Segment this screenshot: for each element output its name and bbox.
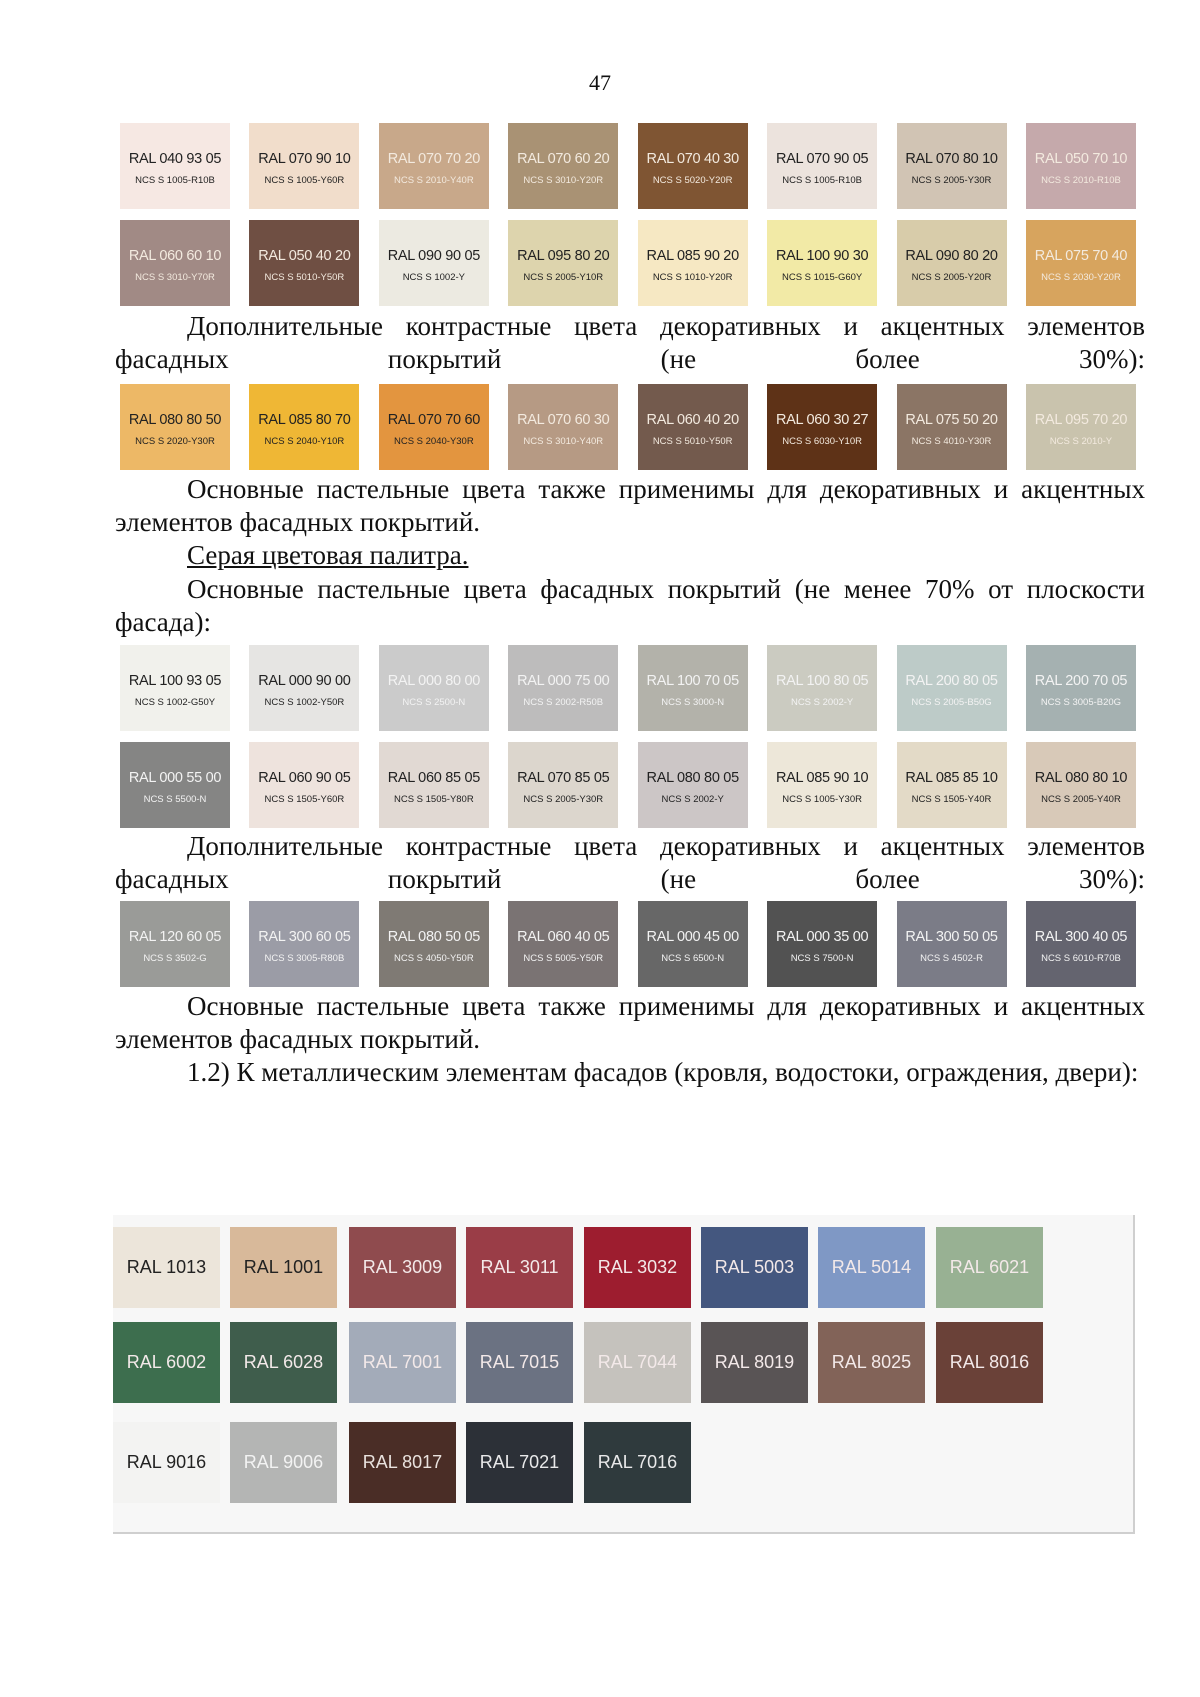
color-swatch — [1026, 901, 1136, 987]
metal-color-swatch: RAL 5003 — [701, 1227, 808, 1308]
metal-color-swatch: RAL 9006 — [230, 1422, 337, 1503]
color-swatch — [897, 901, 1007, 987]
color-swatch — [508, 901, 618, 987]
ncs-code: NCS S 2040-Y10R — [264, 435, 345, 447]
metal-color-swatch: RAL 7016 — [584, 1422, 691, 1503]
ral-code: RAL 100 90 30 — [775, 247, 869, 264]
ncs-code: NCS S 7500-N — [790, 952, 854, 964]
ncs-code: NCS S 2030-Y20R — [1041, 271, 1121, 283]
color-swatch — [638, 123, 748, 209]
paragraph-text: Дополнительные контрастные цвета декоративных и акцентных элементов фасадных покрытий (не более 30%): — [115, 311, 1145, 374]
color-swatch — [508, 123, 618, 209]
ncs-code: NCS S 2500-N — [402, 696, 466, 708]
ral-code: RAL 050 70 10 — [1034, 150, 1128, 167]
color-swatch — [1026, 384, 1136, 470]
paragraph — [115, 573, 1145, 639]
ral-code: RAL 080 80 50 — [128, 411, 222, 428]
ral-code: RAL 000 45 00 — [646, 928, 739, 945]
swatch-row — [120, 220, 1136, 306]
ncs-code: NCS S 5010-Y50R — [264, 271, 345, 283]
paragraph — [115, 1056, 1145, 1089]
ncs-code: NCS S 2002-Y — [790, 696, 854, 708]
metal-color-swatch: RAL 3009 — [349, 1227, 456, 1308]
ral-code: RAL 060 40 20 — [646, 411, 739, 428]
ral-code: RAL 095 70 20 — [1034, 411, 1128, 428]
ral-code: RAL 070 60 20 — [517, 150, 610, 167]
color-swatch — [897, 645, 1007, 731]
ncs-code: NCS S 2040-Y30R — [393, 435, 474, 447]
color-swatch — [508, 742, 618, 828]
ncs-code: NCS S 2002-R50B — [523, 696, 604, 708]
ncs-code: NCS S 1002-Y50R — [264, 696, 345, 708]
color-swatch — [249, 123, 359, 209]
color-swatch — [638, 384, 748, 470]
color-swatch — [767, 220, 877, 306]
metal-swatch-panel — [113, 1215, 1135, 1534]
ncs-code: NCS S 1505-Y40R — [911, 793, 992, 805]
section-heading-text: Серая цветовая палитра. — [187, 540, 469, 570]
color-swatch — [638, 742, 748, 828]
ncs-code: NCS S 6500-N — [661, 952, 725, 964]
ral-code: RAL 100 80 05 — [775, 672, 869, 689]
color-swatch — [638, 901, 748, 987]
paragraph — [115, 990, 1145, 1056]
ral-code: RAL 085 85 10 — [905, 769, 998, 786]
ncs-code: NCS S 2005-Y30R — [911, 174, 992, 186]
color-swatch — [120, 901, 230, 987]
ncs-code: NCS S 3010-Y20R — [523, 174, 604, 186]
color-swatch — [1026, 220, 1136, 306]
ncs-code: NCS S 3010-Y70R — [135, 271, 215, 283]
color-swatch — [249, 220, 359, 306]
color-swatch — [638, 220, 748, 306]
color-swatch — [897, 384, 1007, 470]
swatch-row — [120, 123, 1136, 209]
ral-code: RAL 070 85 05 — [517, 769, 610, 786]
ncs-code: NCS S 3000-N — [661, 696, 725, 708]
ral-code: RAL 000 35 00 — [775, 928, 869, 945]
ncs-code: NCS S 5500-N — [143, 793, 207, 805]
ral-code: RAL 100 93 05 — [128, 672, 222, 689]
color-swatch — [379, 645, 489, 731]
ncs-code: NCS S 1005-Y60R — [264, 174, 345, 186]
ral-code: RAL 090 90 05 — [387, 247, 480, 264]
ral-code: RAL 040 93 05 — [128, 150, 222, 167]
swatch-row — [120, 645, 1136, 731]
ral-code: RAL 060 85 05 — [387, 769, 480, 786]
color-swatch — [379, 742, 489, 828]
ncs-code: NCS S 2010-R10B — [1041, 174, 1121, 186]
metal-color-swatch: RAL 3032 — [584, 1227, 691, 1308]
metal-color-swatch: RAL 7015 — [466, 1322, 573, 1403]
ral-code: RAL 070 70 20 — [387, 150, 480, 167]
color-swatch — [897, 123, 1007, 209]
paragraph-text: Основные пастельные цвета также применимы для декоративных и акцентных элементов фасадных покрытий. — [115, 991, 1145, 1054]
color-swatch — [767, 645, 877, 731]
ncs-code: NCS S 1505-Y80R — [393, 793, 474, 805]
metal-color-swatch: RAL 8017 — [349, 1422, 456, 1503]
ncs-code: NCS S 2005-B50G — [911, 696, 992, 708]
ncs-code: NCS S 4050-Y50R — [393, 952, 474, 964]
metal-color-swatch: RAL 3011 — [466, 1227, 573, 1308]
ncs-code: NCS S 3005-R80B — [264, 952, 345, 964]
metal-color-swatch: RAL 7021 — [466, 1422, 573, 1503]
paragraph-text: 1.2) К металлическим элементам фасадов (кровля, водостоки, ограждения, двери): — [187, 1057, 1139, 1087]
color-swatch — [249, 384, 359, 470]
ral-code: RAL 120 60 05 — [128, 928, 222, 945]
ral-code: RAL 070 90 05 — [775, 150, 869, 167]
ral-code: RAL 060 30 27 — [775, 411, 869, 428]
metal-color-swatch: RAL 6021 — [936, 1227, 1043, 1308]
ncs-code: NCS S 5020-Y20R — [652, 174, 733, 186]
metal-color-swatch: RAL 8025 — [818, 1322, 925, 1403]
paragraph-text: Основные пастельные цвета также применимы для декоративных и акцентных элементов фасадных покрытий. — [115, 474, 1145, 537]
ral-code: RAL 090 80 20 — [905, 247, 998, 264]
section-heading — [115, 539, 1145, 572]
color-swatch — [120, 123, 230, 209]
ral-code: RAL 085 90 10 — [775, 769, 869, 786]
ral-code: RAL 070 60 30 — [517, 411, 610, 428]
metal-color-swatch: RAL 6028 — [230, 1322, 337, 1403]
ncs-code: NCS S 2010-Y — [1049, 435, 1113, 447]
ral-code: RAL 095 80 20 — [517, 247, 610, 264]
ncs-code: NCS S 5005-Y50R — [523, 952, 604, 964]
ral-code: RAL 060 40 05 — [517, 928, 610, 945]
ral-code: RAL 075 70 40 — [1034, 247, 1128, 264]
metal-color-swatch: RAL 1001 — [230, 1227, 337, 1308]
ncs-code: NCS S 2020-Y30R — [135, 435, 215, 447]
color-swatch — [379, 384, 489, 470]
ral-code: RAL 075 50 20 — [905, 411, 998, 428]
ral-code: RAL 200 80 05 — [905, 672, 998, 689]
color-swatch — [120, 742, 230, 828]
ncs-code: NCS S 1005-R10B — [782, 174, 862, 186]
color-swatch — [120, 220, 230, 306]
ncs-code: NCS S 6030-Y10R — [782, 435, 862, 447]
ral-code: RAL 080 80 10 — [1034, 769, 1128, 786]
ncs-code: NCS S 2002-Y — [661, 793, 724, 805]
color-swatch — [1026, 123, 1136, 209]
color-swatch — [120, 384, 230, 470]
metal-color-swatch: RAL 7001 — [349, 1322, 456, 1403]
ncs-code: NCS S 3005-B20G — [1040, 696, 1122, 708]
ncs-code: NCS S 2010-Y40R — [393, 174, 474, 186]
metal-color-swatch: RAL 5014 — [818, 1227, 925, 1308]
color-swatch — [379, 123, 489, 209]
ral-code: RAL 200 70 05 — [1034, 672, 1128, 689]
ncs-code: NCS S 1010-Y20R — [652, 271, 733, 283]
metal-color-swatch: RAL 9016 — [113, 1422, 220, 1503]
ncs-code: NCS S 3502-G — [143, 952, 207, 964]
ral-code: RAL 060 60 10 — [128, 247, 222, 264]
ral-code: RAL 070 90 10 — [258, 150, 351, 167]
paragraph — [115, 473, 1145, 539]
color-swatch — [638, 645, 748, 731]
ncs-code: NCS S 4502-R — [920, 952, 983, 964]
page-number: 47 — [589, 70, 611, 95]
ncs-code: NCS S 5010-Y50R — [652, 435, 733, 447]
ncs-code: NCS S 4010-Y30R — [911, 435, 992, 447]
swatch-row — [120, 742, 1136, 828]
color-swatch — [249, 901, 359, 987]
ral-code: RAL 050 40 20 — [258, 247, 351, 264]
color-swatch — [767, 742, 877, 828]
color-swatch — [767, 901, 877, 987]
color-swatch — [508, 384, 618, 470]
color-swatch — [249, 645, 359, 731]
color-swatch — [508, 220, 618, 306]
ncs-code: NCS S 1015-G60Y — [781, 271, 863, 283]
color-swatch — [767, 384, 877, 470]
ral-code: RAL 070 80 10 — [905, 150, 998, 167]
color-swatch — [508, 645, 618, 731]
ral-code: RAL 080 50 05 — [387, 928, 480, 945]
color-swatch — [120, 645, 230, 731]
metal-color-swatch: RAL 8016 — [936, 1322, 1043, 1403]
ncs-code: NCS S 1005-R10B — [135, 174, 215, 186]
ncs-code: NCS S 2005-Y10R — [523, 271, 604, 283]
ncs-code: NCS S 6010-R70B — [1041, 952, 1121, 964]
ral-code: RAL 300 40 05 — [1034, 928, 1128, 945]
metal-color-swatch: RAL 7044 — [584, 1322, 691, 1403]
paragraph-text: Основные пастельные цвета фасадных покрытий (не менее 70% от плоскости фасада): — [115, 574, 1145, 637]
paragraph — [115, 830, 1145, 896]
ncs-code: NCS S 2005-Y40R — [1041, 793, 1121, 805]
ral-code: RAL 085 80 70 — [258, 411, 351, 428]
ral-code: RAL 000 55 00 — [128, 769, 222, 786]
swatch-row — [120, 384, 1136, 470]
ncs-code: NCS S 3010-Y40R — [523, 435, 604, 447]
ral-code: RAL 100 70 05 — [646, 672, 739, 689]
swatch-row — [120, 901, 1136, 987]
ral-code: RAL 000 90 00 — [258, 672, 351, 689]
color-swatch — [1026, 645, 1136, 731]
ncs-code: NCS S 1002-G50Y — [134, 696, 216, 708]
ral-code: RAL 070 70 60 — [387, 411, 480, 428]
color-swatch — [249, 742, 359, 828]
paragraph-text: Дополнительные контрастные цвета декоративных и акцентных элементов фасадных покрытий (не более 30%): — [115, 831, 1145, 894]
metal-color-swatch: RAL 8019 — [701, 1322, 808, 1403]
ncs-code: NCS S 2005-Y30R — [523, 793, 604, 805]
color-swatch — [767, 123, 877, 209]
metal-color-swatch: RAL 1013 — [113, 1227, 220, 1308]
ral-code: RAL 300 60 05 — [258, 928, 351, 945]
ncs-code: NCS S 1002-Y — [402, 271, 465, 283]
ncs-code: NCS S 1505-Y60R — [264, 793, 345, 805]
paragraph — [115, 310, 1145, 376]
ncs-code: NCS S 2005-Y20R — [911, 271, 992, 283]
color-swatch — [1026, 742, 1136, 828]
color-swatch — [379, 901, 489, 987]
ncs-code: NCS S 1005-Y30R — [782, 793, 862, 805]
ral-code: RAL 060 90 05 — [258, 769, 351, 786]
ral-code: RAL 070 40 30 — [646, 150, 739, 167]
ral-code: RAL 080 80 05 — [646, 769, 739, 786]
ral-code: RAL 000 75 00 — [517, 672, 610, 689]
ral-code: RAL 085 90 20 — [646, 247, 739, 264]
ral-code: RAL 300 50 05 — [905, 928, 998, 945]
ral-code: RAL 000 80 00 — [387, 672, 480, 689]
color-swatch — [897, 742, 1007, 828]
color-swatch — [379, 220, 489, 306]
color-swatch — [897, 220, 1007, 306]
metal-color-swatch: RAL 6002 — [113, 1322, 220, 1403]
